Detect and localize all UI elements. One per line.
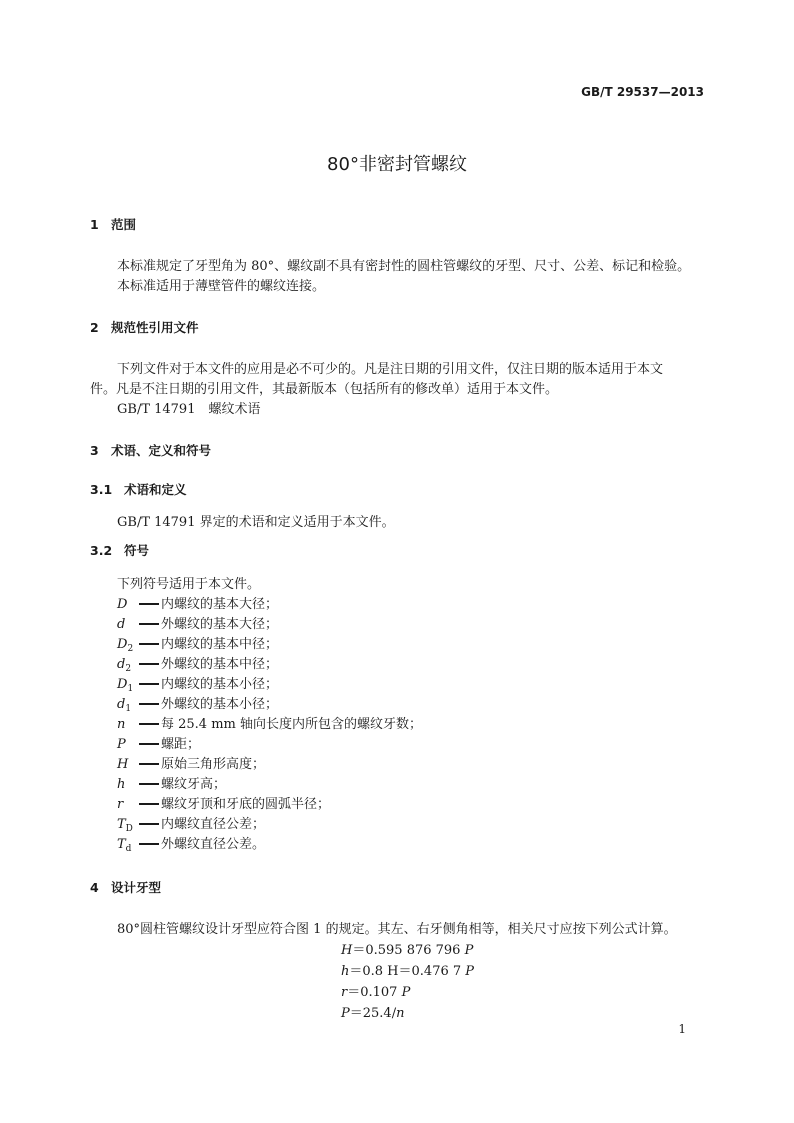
symbol-description: 内螺纹直径公差；: [161, 817, 266, 832]
symbol: $T_d$: [117, 837, 132, 854]
symbol-row: [117, 633, 278, 654]
section-number: 3: [90, 443, 99, 458]
symbol-row: [117, 593, 278, 614]
subsection-3-1-heading: [90, 480, 187, 498]
symbol-row: [117, 673, 278, 694]
paragraph: 下列符号适用于本文件。: [117, 577, 261, 592]
symbol-description: 内螺纹的基本大径；: [161, 597, 279, 612]
section-title: 术语、定义和符号: [111, 443, 212, 458]
symbol: H: [117, 757, 129, 772]
formula: P＝25.4/n: [341, 1006, 405, 1021]
section-number: 1: [90, 217, 99, 232]
symbol: D: [117, 597, 128, 612]
symbol-description: 每 25.4 mm 轴向长度内所包含的螺纹牙数；: [161, 717, 422, 732]
dash: [137, 703, 161, 705]
subsection-3-2-heading: [90, 541, 149, 559]
symbol-row: [117, 613, 278, 634]
paragraph: 本标准适用于薄壁管件的螺纹连接。: [117, 279, 326, 294]
subsection-title: 术语和定义: [124, 482, 187, 497]
section-title: 规范性引用文件: [111, 320, 199, 335]
symbol: $d_2$: [117, 657, 132, 674]
symbol-description: 螺纹牙高；: [161, 777, 227, 792]
symbol: $D_1$: [117, 677, 134, 694]
paragraph: GB/T 14791 界定的术语和定义适用于本文件。: [117, 515, 395, 530]
symbol: $T_D$: [117, 817, 133, 834]
subsection-title: 符号: [124, 543, 150, 558]
symbol: n: [117, 717, 126, 732]
symbol: $d_1$: [117, 697, 132, 714]
dash: [137, 823, 161, 825]
symbol-description: 外螺纹的基本小径；: [161, 697, 279, 712]
page-number: 1: [678, 1022, 686, 1036]
section-1-heading: [90, 215, 136, 233]
symbol-row: [117, 713, 422, 734]
symbol-row: [117, 753, 265, 774]
dash: [137, 763, 161, 765]
paragraph: 下列文件对于本文件的应用是必不可少的。凡是注日期的引用文件，仅注日期的版本适用于本文: [117, 362, 664, 377]
symbol-description: 外螺纹直径公差。: [161, 837, 266, 852]
symbol-row: [117, 773, 226, 794]
symbol-description: 原始三角形高度；: [161, 757, 266, 772]
formula: H＝0.595 876 796 P: [341, 943, 474, 958]
dash: [137, 603, 161, 605]
symbol-row: [117, 693, 278, 714]
symbol-row: [117, 653, 278, 674]
symbol: r: [117, 797, 124, 812]
dash: [137, 803, 161, 805]
document-title: 80°非密封管螺纹: [327, 154, 467, 175]
section-number: 4: [90, 880, 99, 895]
dash: [137, 783, 161, 785]
symbol-description: 内螺纹的基本小径；: [161, 677, 279, 692]
dash: [137, 663, 161, 665]
formula: h＝0.8 H＝0.476 7 P: [341, 964, 475, 979]
section-number: 2: [90, 320, 99, 335]
dash: [137, 643, 161, 645]
subsection-number: 3.1: [90, 482, 113, 497]
symbol: P: [117, 737, 126, 752]
section-2-heading: [90, 318, 199, 336]
symbol-description: 外螺纹的基本大径；: [161, 617, 279, 632]
symbol: $D_2$: [117, 637, 134, 654]
dash: [137, 723, 161, 725]
dash: [137, 843, 161, 845]
formula: r＝0.107 P: [341, 985, 411, 1000]
section-title: 设计牙型: [111, 880, 162, 895]
paragraph: 件。凡是不注日期的引用文件，其最新版本（包括所有的修改单）适用于本文件。: [90, 382, 559, 397]
symbol-row: [117, 793, 330, 814]
symbol-description: 外螺纹的基本中径；: [161, 657, 279, 672]
dash: [137, 623, 161, 625]
symbol-row: [117, 733, 200, 754]
dash: [137, 743, 161, 745]
normative-reference: GB/T 14791 螺纹术语: [117, 402, 261, 417]
symbol-description: 内螺纹的基本中径；: [161, 637, 279, 652]
section-3-heading: [90, 441, 211, 459]
standard-number: GB/T 29537—2013: [581, 85, 704, 99]
paragraph: 本标准规定了牙型角为 80°、螺纹副不具有密封性的圆柱管螺纹的牙型、尺寸、公差、标记和检验。: [117, 259, 691, 274]
symbol: d: [117, 617, 126, 632]
symbol-description: 螺纹牙顶和牙底的圆弧半径；: [161, 797, 331, 812]
symbol-description: 螺距；: [161, 737, 201, 752]
section-title: 范围: [111, 217, 137, 232]
symbol: h: [117, 777, 126, 792]
dash: [137, 683, 161, 685]
symbol-row: [117, 833, 265, 854]
paragraph: 80°圆柱管螺纹设计牙型应符合图 1 的规定。其左、右牙侧角相等，相关尺寸应按下列公式计算。: [117, 922, 677, 937]
symbol-row: [117, 813, 265, 834]
subsection-number: 3.2: [90, 543, 113, 558]
section-4-heading: [90, 878, 161, 896]
